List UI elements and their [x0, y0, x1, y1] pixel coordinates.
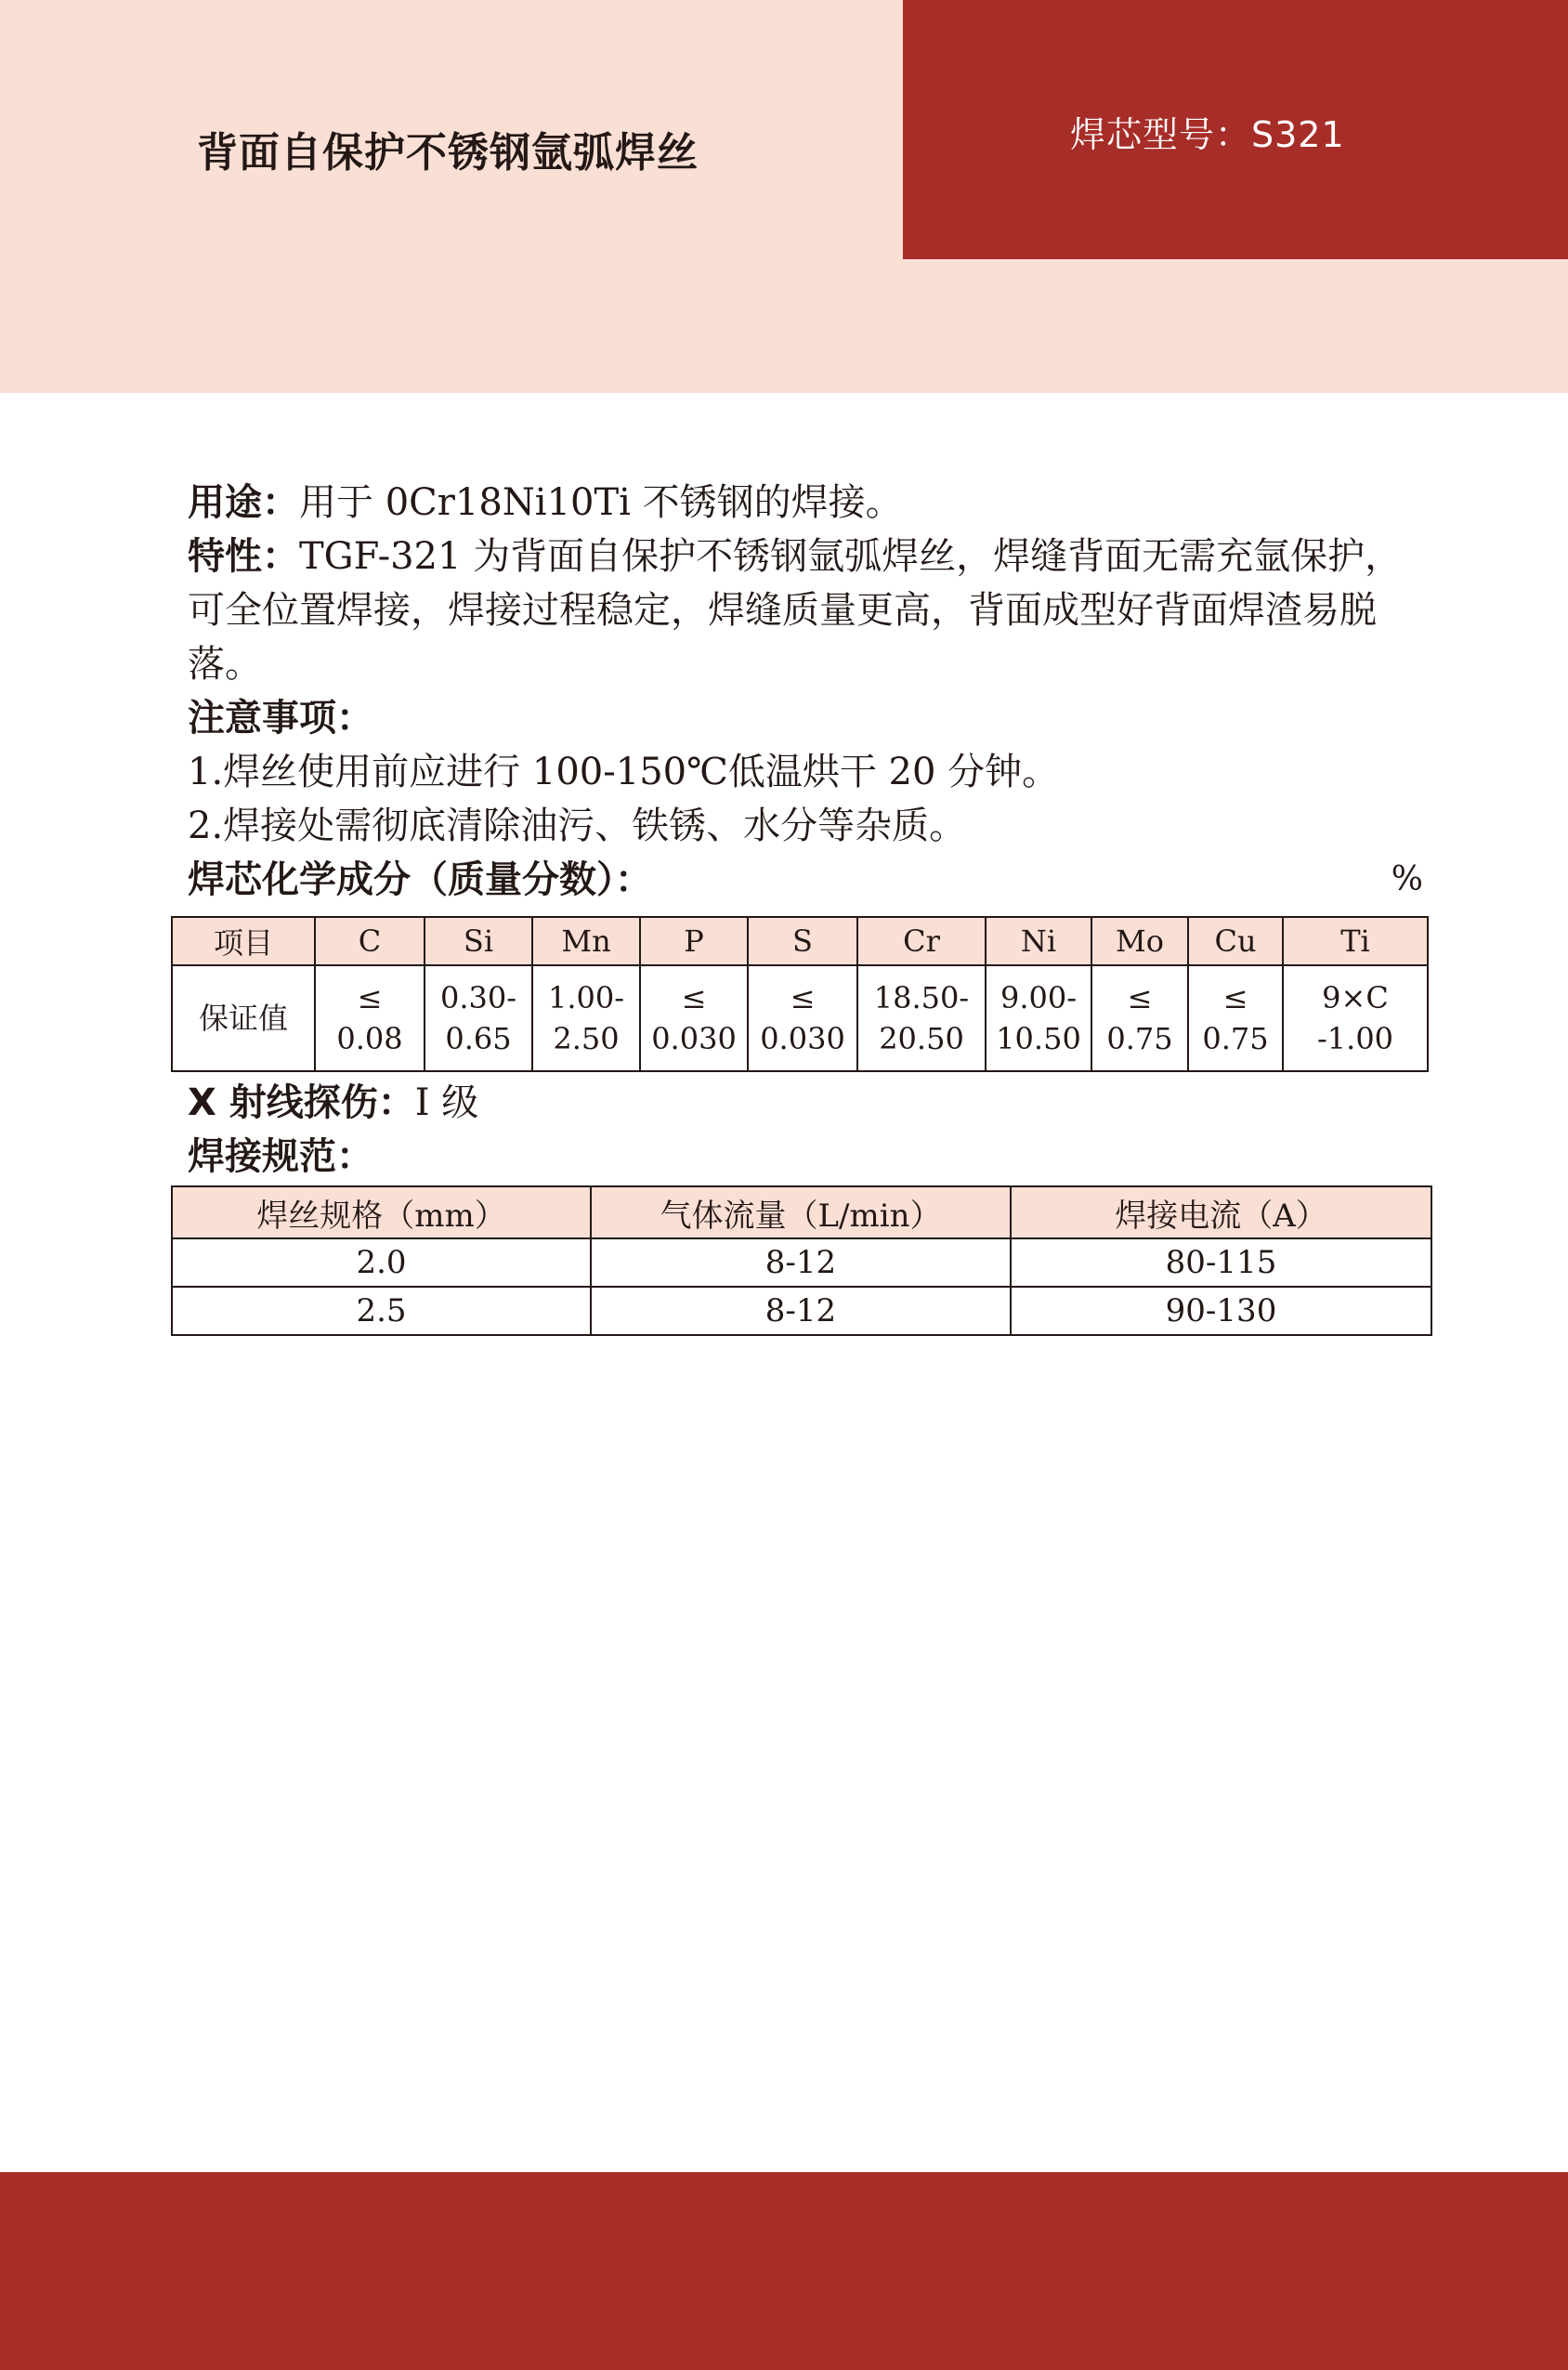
model-box — [903, 0, 1568, 259]
notes-label: 注意事项： — [188, 697, 373, 740]
value-c — [315, 965, 425, 1071]
header-mn: Mn — [532, 917, 640, 965]
value-mn — [532, 965, 640, 1071]
value-s — [748, 965, 857, 1071]
value-si-line2: 0.65 — [445, 1021, 512, 1056]
composition-header-row — [172, 917, 1428, 965]
composition-unit: % — [1391, 860, 1423, 898]
header-ti: Ti — [1283, 917, 1428, 965]
value-ni-line1: 9.00- — [1000, 980, 1078, 1015]
composition-label: 焊芯化学成分（质量分数）： — [188, 858, 652, 901]
header-ni: Ni — [986, 917, 1091, 965]
value-c-line2: 0.08 — [336, 1021, 403, 1056]
table-row — [172, 1238, 1431, 1287]
value-ni — [986, 965, 1091, 1071]
value-p-line1: ≤ — [681, 980, 707, 1015]
usage-text: 用于 0Cr18Ni10Ti 不锈钢的焊接。 — [299, 481, 903, 524]
composition-value-row — [172, 965, 1428, 1071]
header-c: C — [315, 917, 425, 965]
main-content — [188, 476, 1423, 907]
header-mo: Mo — [1091, 917, 1188, 965]
xray-grade: I 级 — [414, 1081, 479, 1124]
xray-label: X 射线探伤： — [188, 1081, 415, 1124]
value-ti-line2: -1.00 — [1316, 1021, 1394, 1056]
value-cu — [1188, 965, 1283, 1071]
value-si-line1: 0.30- — [439, 980, 517, 1015]
header-si: Si — [425, 917, 532, 965]
spec-gas-flow: 8-12 — [591, 1238, 1011, 1287]
value-ni-line2: 10.50 — [996, 1021, 1081, 1056]
welding-spec-table — [171, 1185, 1432, 1336]
note-item-2: 2.焊接处需彻底清除油污、铁锈、水分等杂质。 — [188, 805, 967, 847]
product-title: 背面自保护不锈钢氩弧焊丝 — [197, 129, 699, 177]
header-s: S — [748, 917, 857, 965]
features-text: TGF-321 为背面自保护不锈钢氩弧焊丝，焊缝背面无需充氩保护，可全位置焊接，焊接过程稳定，焊缝质量更高，背面成型好背面焊渣易脱落。 — [188, 535, 1403, 686]
value-s-line2: 0.030 — [760, 1021, 845, 1056]
value-cr-line2: 20.50 — [879, 1021, 964, 1056]
usage-line — [188, 476, 1423, 530]
value-mn-line2: 2.50 — [553, 1021, 620, 1056]
table-row — [172, 1287, 1431, 1335]
features-paragraph — [188, 530, 1423, 691]
composition-heading — [188, 853, 1423, 907]
spec-wire-size: 2.5 — [172, 1287, 591, 1335]
welding-spec-label: 焊接规范： — [188, 1135, 373, 1178]
value-ti-line1: 9×C — [1322, 980, 1389, 1015]
note-item-1: 1.焊丝使用前应进行 100-150℃低温烘干 20 分钟。 — [188, 751, 1060, 793]
spec-header-wire-size: 焊丝规格（mm） — [172, 1186, 591, 1238]
value-mn-line1: 1.00- — [547, 980, 625, 1015]
spec-current: 80-115 — [1011, 1238, 1431, 1287]
header-cr: Cr — [857, 917, 986, 965]
row-label: 保证值 — [172, 965, 315, 1071]
model-number: 焊芯型号：S321 — [1070, 114, 1345, 155]
value-p-line2: 0.030 — [651, 1021, 737, 1056]
value-p — [640, 965, 748, 1071]
value-c-line1: ≤ — [357, 980, 383, 1015]
value-mo-line1: ≤ — [1127, 980, 1153, 1015]
spec-header-gas-flow: 气体流量（L/min） — [591, 1186, 1011, 1238]
inspection-section — [188, 1076, 1423, 1184]
value-ti — [1283, 965, 1428, 1071]
spec-current: 90-130 — [1011, 1287, 1431, 1335]
value-mo — [1091, 965, 1188, 1071]
composition-table — [171, 916, 1429, 1072]
header-item: 项目 — [172, 917, 315, 965]
value-cr-line1: 18.50- — [873, 980, 970, 1015]
header-p: P — [640, 917, 748, 965]
value-cu-line2: 0.75 — [1202, 1021, 1269, 1056]
features-label: 特性： — [188, 535, 299, 578]
value-s-line1: ≤ — [790, 980, 816, 1015]
value-mo-line2: 0.75 — [1106, 1021, 1173, 1056]
footer-band — [0, 2172, 1568, 2370]
value-cr — [857, 965, 986, 1071]
spec-header-row — [172, 1186, 1431, 1238]
spec-header-current: 焊接电流（A） — [1011, 1186, 1431, 1238]
header-cu: Cu — [1188, 917, 1283, 965]
spec-gas-flow: 8-12 — [591, 1287, 1011, 1335]
usage-label: 用途： — [188, 481, 299, 524]
value-si — [425, 965, 532, 1071]
value-cu-line1: ≤ — [1222, 980, 1248, 1015]
xray-line — [188, 1076, 1423, 1130]
spec-wire-size: 2.0 — [172, 1238, 591, 1287]
